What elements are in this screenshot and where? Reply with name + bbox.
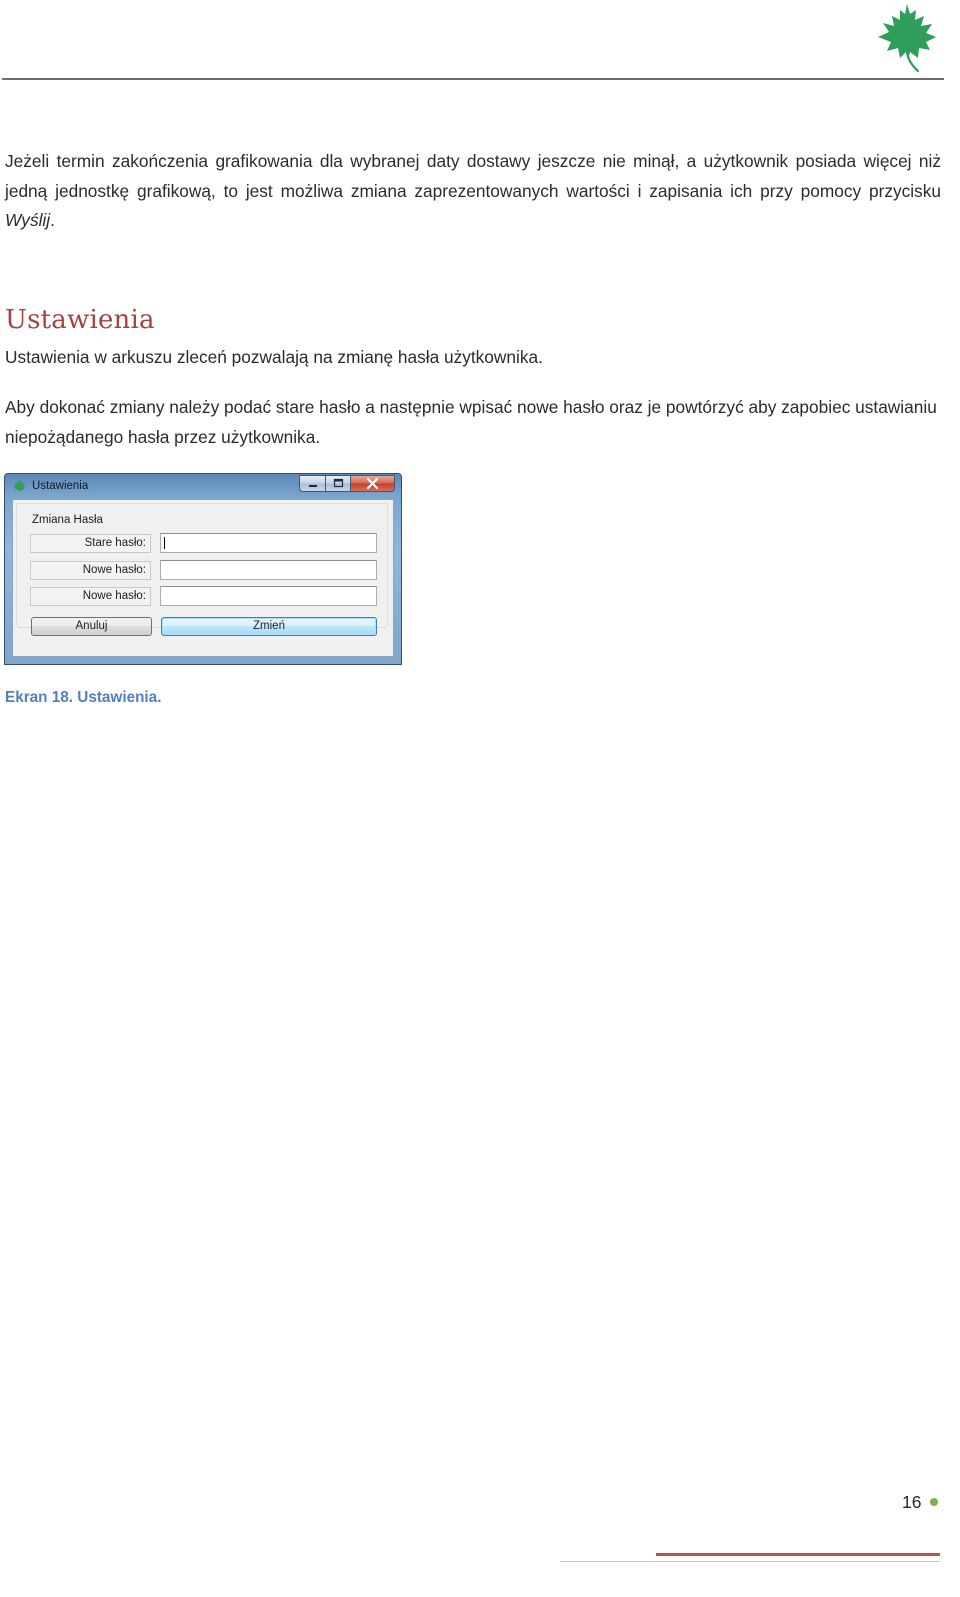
text-cursor	[164, 537, 165, 549]
maple-leaf-logo-icon	[874, 2, 938, 74]
section-heading: Ustawienia	[5, 305, 155, 335]
dialog-client-area	[12, 499, 394, 657]
maximize-icon	[327, 476, 350, 491]
intro-paragraph	[5, 147, 941, 236]
minimize-button[interactable]	[299, 475, 325, 492]
group-title: Zmiana Hasła	[32, 514, 103, 526]
figure-caption: Ekran 18. Ustawienia.	[5, 689, 162, 706]
new-password-label: Nowe hasło:	[30, 561, 151, 580]
close-icon	[351, 476, 394, 491]
header-rule	[2, 78, 944, 80]
password-change-description: Aby dokonać zmiany należy podać stare hasło a następnie wpisać nowe hasło oraz je powtórzyć aby zapobiec ustawianiu niepożądanego hasła przez użytkownika.	[5, 397, 937, 447]
new-password-input[interactable]	[160, 560, 377, 580]
old-password-input[interactable]	[160, 533, 377, 553]
dialog-title: Ustawienia	[32, 480, 89, 492]
repeat-password-label: Nowe hasło:	[30, 587, 151, 606]
change-password-button[interactable]: Zmień	[161, 617, 377, 636]
minimize-icon	[301, 476, 325, 491]
cancel-button[interactable]: Anuluj	[31, 617, 152, 636]
repeat-password-input[interactable]	[160, 586, 377, 606]
settings-dialog-window	[4, 473, 402, 665]
dialog-titlebar[interactable]	[5, 474, 401, 500]
close-button[interactable]	[350, 475, 395, 492]
maximize-button[interactable]	[325, 475, 350, 492]
footer-rule	[560, 1561, 940, 1562]
footer-accent-rule	[656, 1553, 940, 1556]
intro-paragraph-text: Jeżeli termin zakończenia grafikowania dla wybranej daty dostawy jeszcze nie minął, a użytkownik posiada więcej niż jedną jednostkę grafikową, to jest możliwa zmiana zaprezentowanych wartości i zapisania ich przy pomocy przycisku	[5, 151, 941, 201]
page-dot	[930, 1498, 938, 1506]
intro-paragraph-end: .	[50, 210, 55, 230]
old-password-label: Stare hasło:	[30, 534, 151, 553]
maple-leaf-icon	[11, 479, 27, 495]
page-number: 16	[902, 1492, 922, 1512]
send-button-reference: Wyślij	[5, 210, 51, 230]
window-controls	[299, 475, 395, 493]
settings-description: Ustawienia w arkuszu zleceń pozwalają na zmianę hasła użytkownika.	[5, 347, 543, 367]
